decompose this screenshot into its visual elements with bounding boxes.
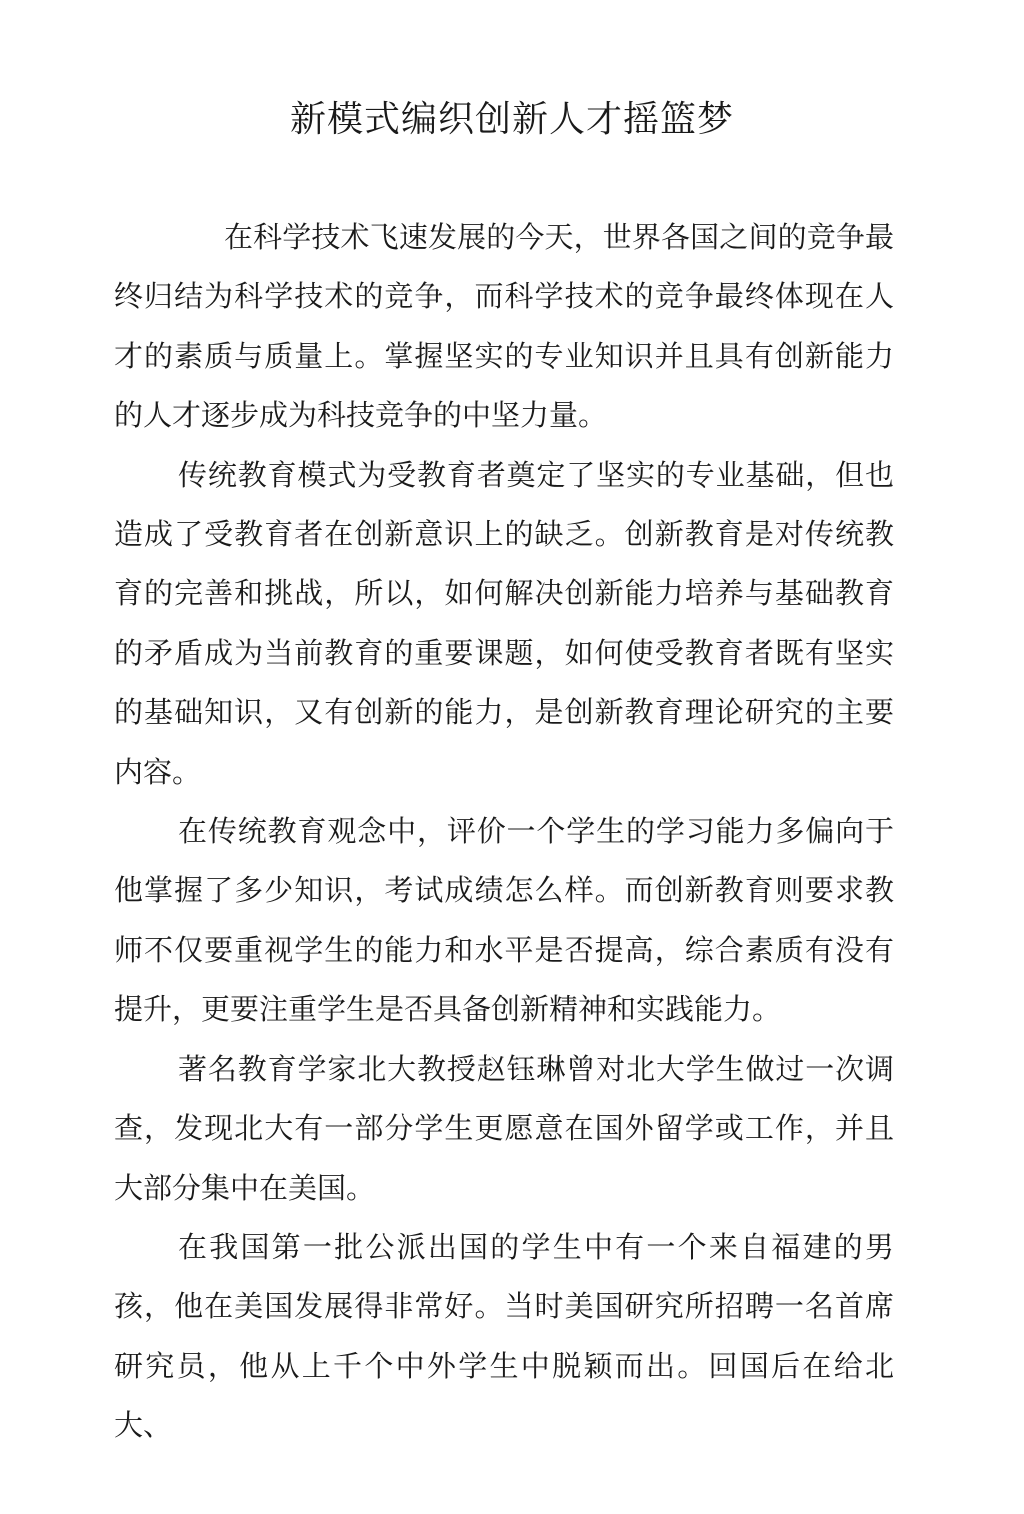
paragraph: 在传统教育观念中，评价一个学生的学习能力多偏向于他掌握了多少知识，考试成绩怎么样。而创新教育则要求教师不仅要重视学生的能力和水平是否提高，综合素质有没有提升，更要注重学生是否具备创新精神和实践能力。: [114, 814, 894, 1027]
paragraph: 传统教育模式为受教育者奠定了坚实的专业基础，但也造成了受教育者在创新意识上的缺乏。创新教育是对传统教育的完善和挑战，所以，如何解决创新能力培养与基础教育的矛盾成为当前教育的重要课题，如何使受教育者既有坚实的基础知识，又有创新的能力，是创新教育理论研究的主要内容。: [114, 457, 894, 789]
paragraph: 著名教育学家北大教授赵钰琳曾对北大学生做过一次调查，发现北大有一部分学生更愿意在国外留学或工作，并且大部分集中在美国。: [114, 1051, 894, 1205]
paragraph: 在我国第一批公派出国的学生中有一个来自福建的男孩，他在美国发展得非常好。当时美国研究所招聘一名首席研究员，他从上千个中外学生中脱颖而出。回国后在给北大、: [114, 1229, 894, 1443]
paragraph: 在科学技术飞速发展的今天，世界各国之间的竞争最终归结为科学技术的竞争，而科学技术的竞争最终体现在人才的素质与质量上。掌握坚实的专业知识并且具有创新能力的人才逐步成为科技竞争的中坚力量。: [114, 220, 894, 433]
document-body: [114, 208, 894, 1456]
document-title: 新模式编织创新人才摇篮梦: [289, 99, 734, 140]
